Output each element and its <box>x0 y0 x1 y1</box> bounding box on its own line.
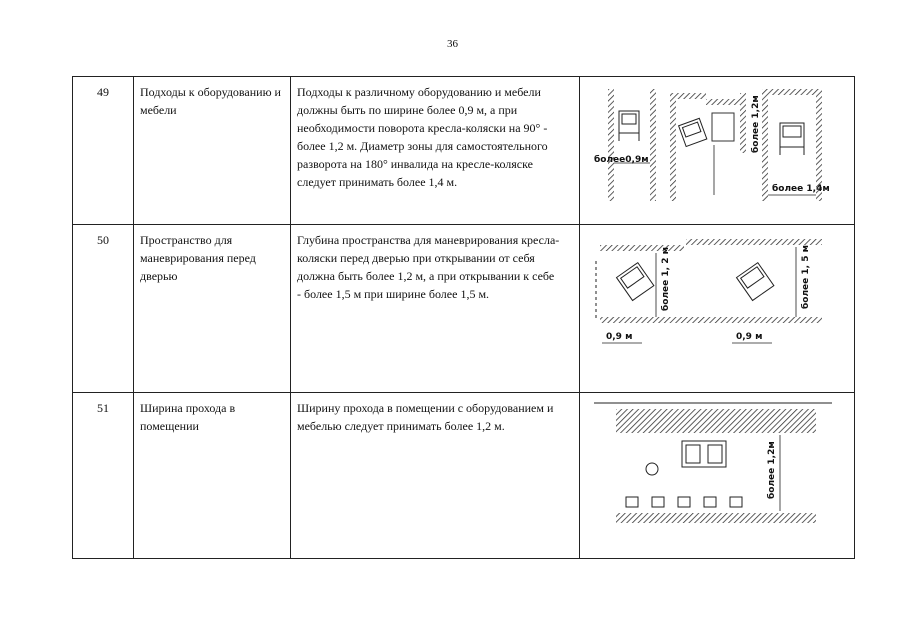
table-row <box>73 225 855 393</box>
row-number: 49 <box>73 77 134 225</box>
dimension-label: более0,9м <box>594 155 649 165</box>
requirements-table <box>72 76 855 559</box>
wheelchair-icon <box>737 263 774 301</box>
page-number: 36 <box>447 38 458 50</box>
approach-figure <box>586 83 832 208</box>
wheelchair-icon <box>682 441 726 467</box>
figure-cell <box>580 77 855 225</box>
row-number: 50 <box>73 225 134 393</box>
door-maneuver-figure <box>586 231 832 376</box>
wheelchair-icon <box>679 118 707 146</box>
row-description: Подходы к различному оборудованию и мебели должны быть по ширине более 0,9 м, а при необходимости поворота кресла-коляски на 90° - более 1,2 м. Диаметр зоны для самостоятельного разворота на 180° инвалида на кресле-коляске следует принимать более 1,4 м. <box>291 77 580 225</box>
dimension-label: более 1, 2 м <box>661 247 671 311</box>
description-line: Глубина пространства для маневрирования кресла-коляски перед дверью при открывании от себя должна быть более 1,2 м, а при открывании к себе <box>297 233 560 283</box>
description-line: - более 1,5 м при ширине более 1,5 м. <box>297 287 490 301</box>
table-row <box>73 77 855 225</box>
dimension-label: 0,9 м <box>606 332 633 342</box>
dimension-label: 0,9 м <box>736 332 763 342</box>
table-row <box>73 393 855 559</box>
dimension-label: более 1,2м <box>767 441 777 499</box>
figure-cell <box>580 393 855 559</box>
row-number: 51 <box>73 393 134 559</box>
row-title: Подходы к оборудованию и мебели <box>134 77 291 225</box>
wheelchair-icon <box>619 111 639 141</box>
row-description <box>291 225 580 393</box>
wheelchair-icon <box>780 123 804 155</box>
dimension-label: более 1,4м <box>772 184 830 194</box>
row-description: Ширину прохода в помещении с оборудованием и мебелью следует принимать более 1,2 м. <box>291 393 580 559</box>
row-title: Ширина прохода в помещении <box>134 393 291 559</box>
wheelchair-icon <box>617 263 654 301</box>
figure-cell <box>580 225 855 393</box>
passage-width-figure <box>586 399 832 542</box>
dimension-label: более 1, 5 м <box>801 245 811 309</box>
row-title: Пространство для маневрирования перед дверью <box>134 225 291 393</box>
dimension-label: более 1,2м <box>751 95 761 153</box>
